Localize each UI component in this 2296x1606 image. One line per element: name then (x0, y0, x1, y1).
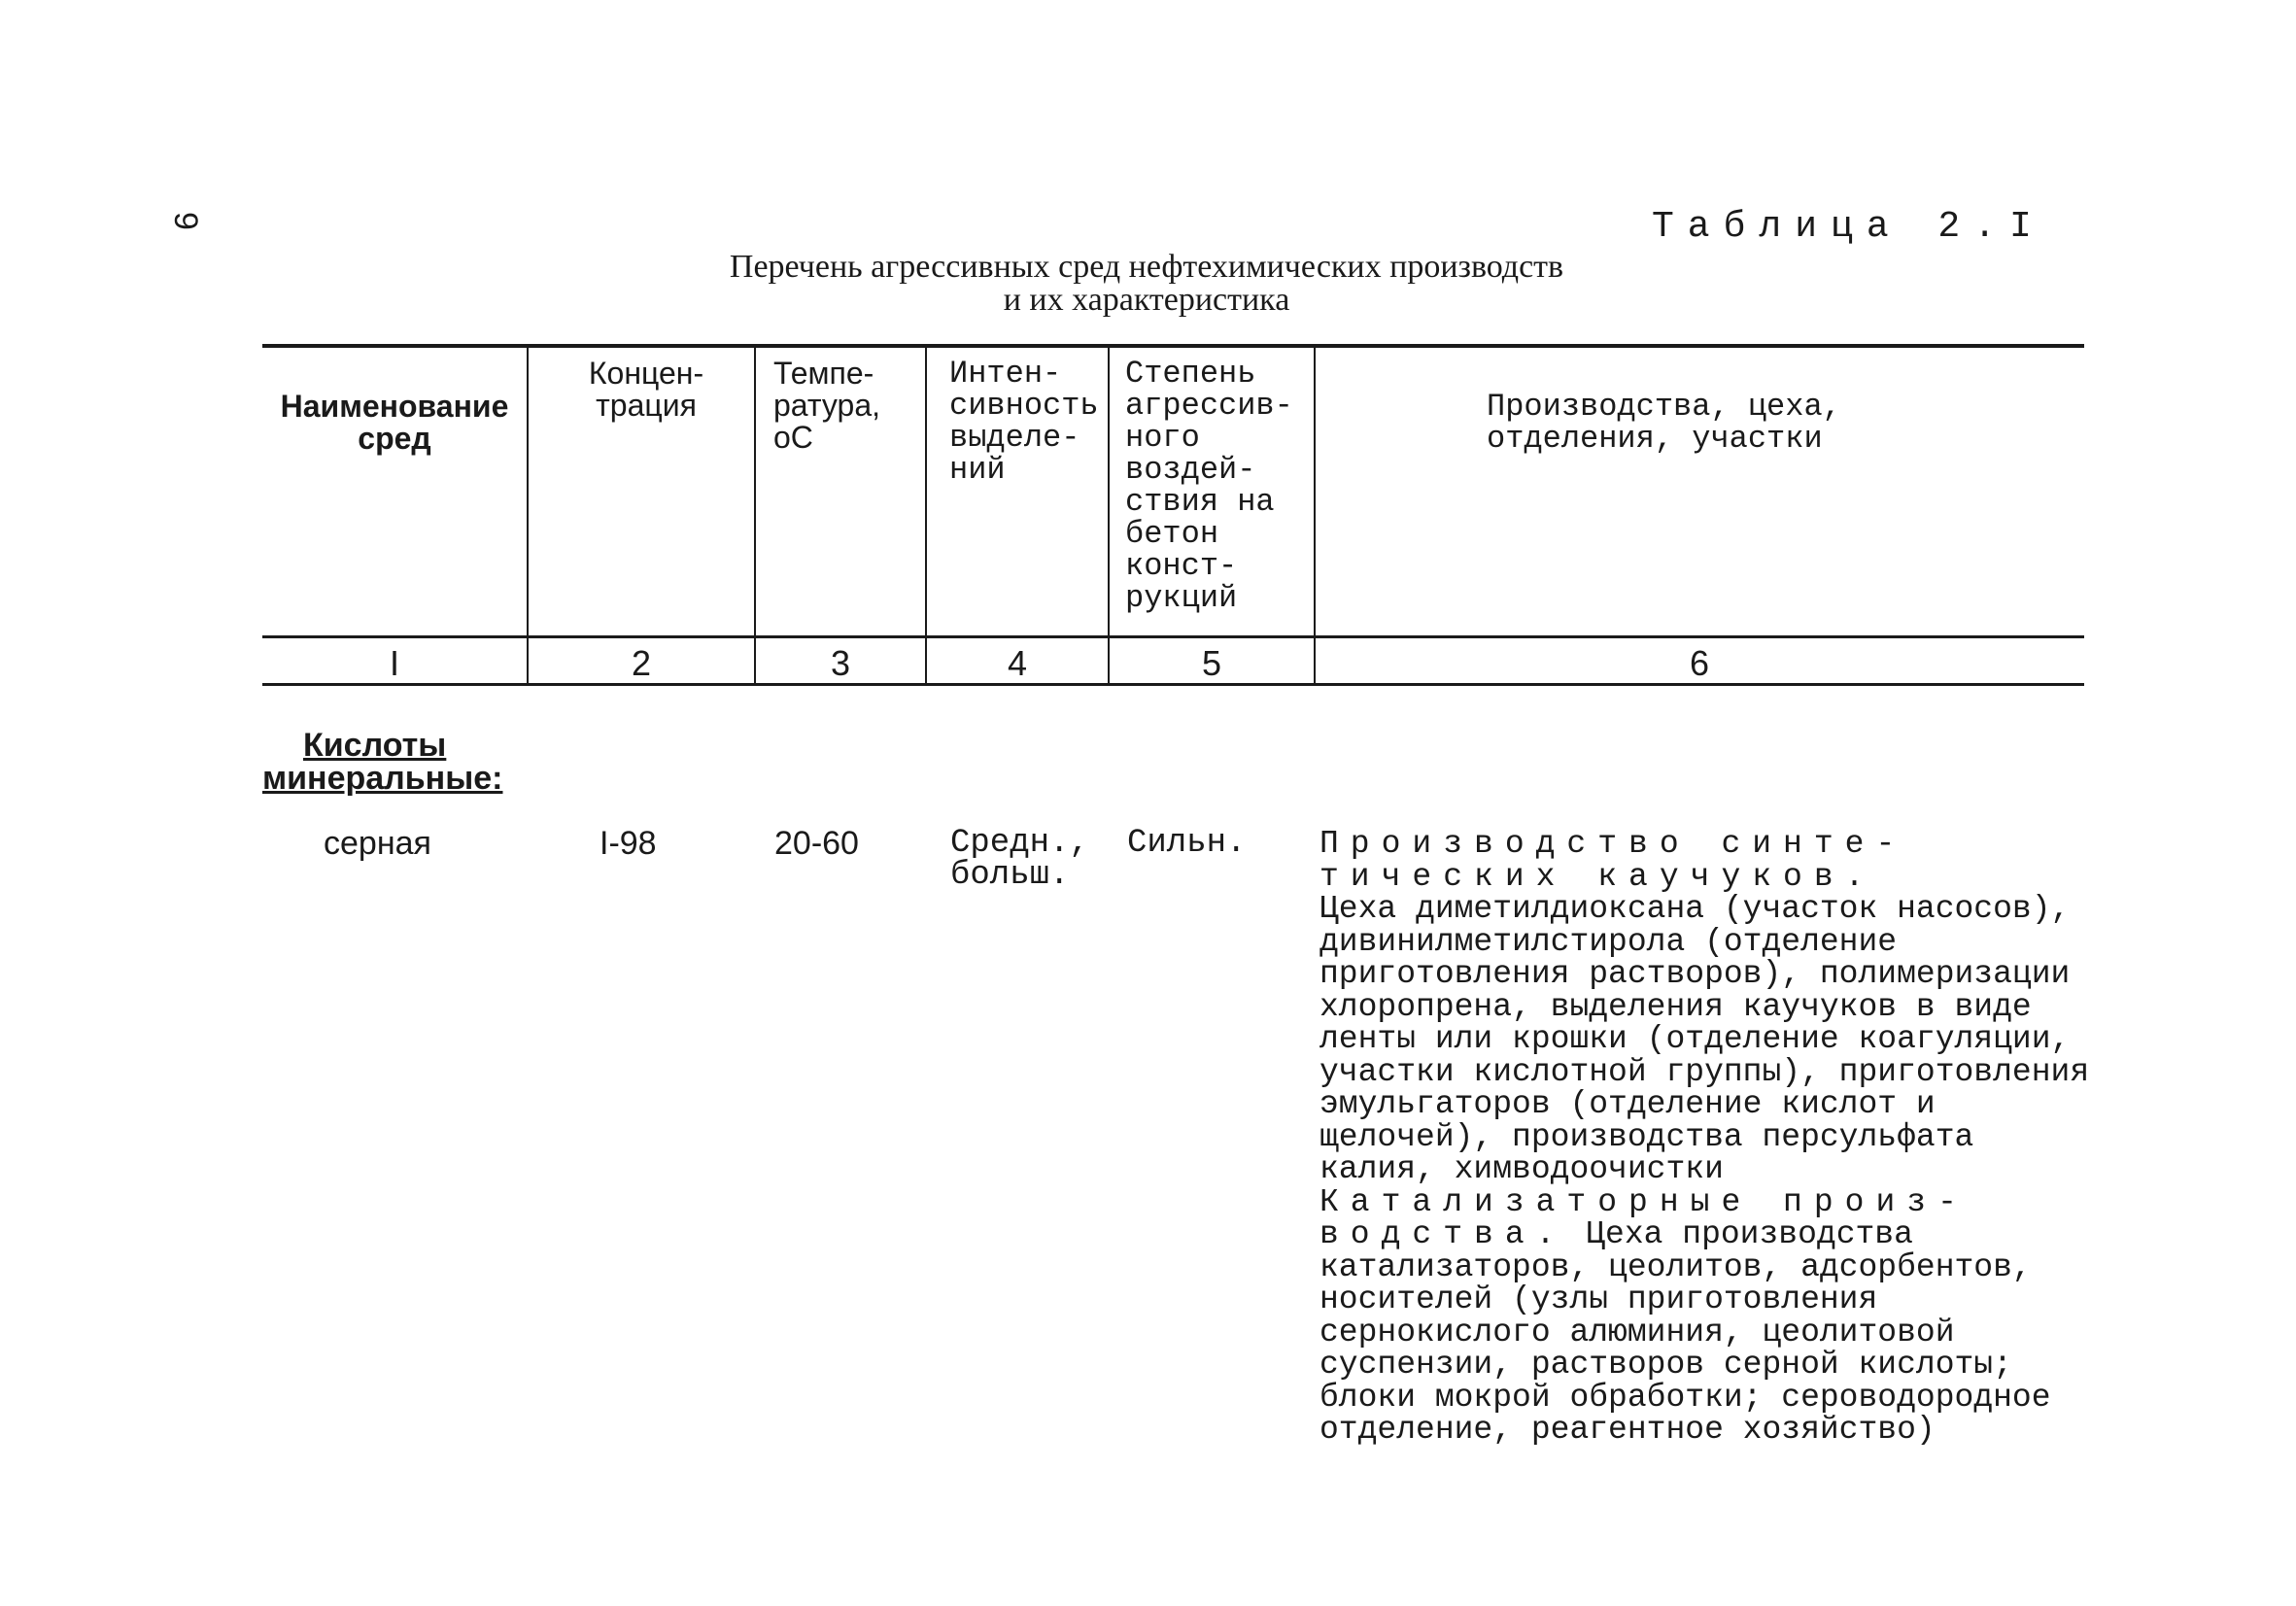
desc-text-1: Цеха диметилдиоксана (участок насосов), дивинилметилстирола (отделение приготовления растворов), полимеризации хлоропрена, выделения каучуков в виде ленты или крошки (отделение коагуляции, участки кислотной группы), приготовления эмульгаторов (отделение кислот и щелочей), производства персульфата калия, химводоочистки (1319, 891, 2090, 1187)
title-line-1: Перечень агрессивных сред нефтехимических производств (729, 249, 1564, 285)
table-title (612, 251, 1681, 317)
column-number: 2 (631, 643, 652, 683)
table-top-rule (262, 344, 2084, 348)
group-label (262, 729, 502, 795)
desc-heading-2: Катализаторные произ- (1319, 1183, 1969, 1220)
cell-productions (1319, 828, 2107, 1447)
desc-heading-1: Производство синте- (1319, 826, 1907, 862)
column-divider (754, 346, 756, 684)
column-number: 6 (1689, 643, 1710, 683)
cell-concentration: I-98 (600, 825, 657, 862)
column-divider (1314, 346, 1316, 684)
group-label-line-2: минеральные: (262, 760, 503, 797)
group-label-line-1: Кислоты (303, 727, 447, 764)
column-number: I (389, 643, 399, 683)
desc-text-2: Цеха производства катализаторов, цеолитов, адсорбентов, носителей (узлы приготовления сернокислого алюминия, цеолитовой суспензии, растворов серной кислоты; блоки мокрой обработки; сероводородное отделение, реагентное хозяйство) (1319, 1216, 2051, 1448)
header-bottom-rule (262, 635, 2084, 638)
cell-aggression-degree: Сильн. (1127, 825, 1247, 862)
desc-heading-1b: тических каучуков. (1319, 858, 1876, 895)
column-divider (527, 346, 529, 684)
cell-intensity: Средн., больш. (950, 825, 1089, 894)
header-media-name: Наименование сред (280, 389, 509, 456)
header-temperature: Темпе- ратура, оС (773, 356, 881, 455)
page-number: 9 (167, 212, 204, 230)
table-label: Таблица 2.I (1652, 206, 2045, 248)
column-divider (925, 346, 927, 684)
desc-heading-2b: водства. (1319, 1216, 1567, 1252)
cell-temperature: 20-60 (774, 825, 859, 862)
column-number: 3 (830, 643, 851, 683)
title-line-2: и их характеристика (1003, 282, 1290, 318)
column-number: 4 (1007, 643, 1028, 683)
header-aggression-degree: Степень агрессив- ного воздей- ствия на бетон конст- рукций (1125, 356, 1293, 616)
header-concentration: Концен- трация (588, 356, 704, 423)
column-number: 5 (1201, 643, 1222, 683)
header-productions: Производства, цеха, отделения, участки (1487, 389, 1841, 457)
header-intensity: Интен- сивность выделе- ний (949, 356, 1099, 488)
cell-media-name: серная (324, 825, 431, 862)
